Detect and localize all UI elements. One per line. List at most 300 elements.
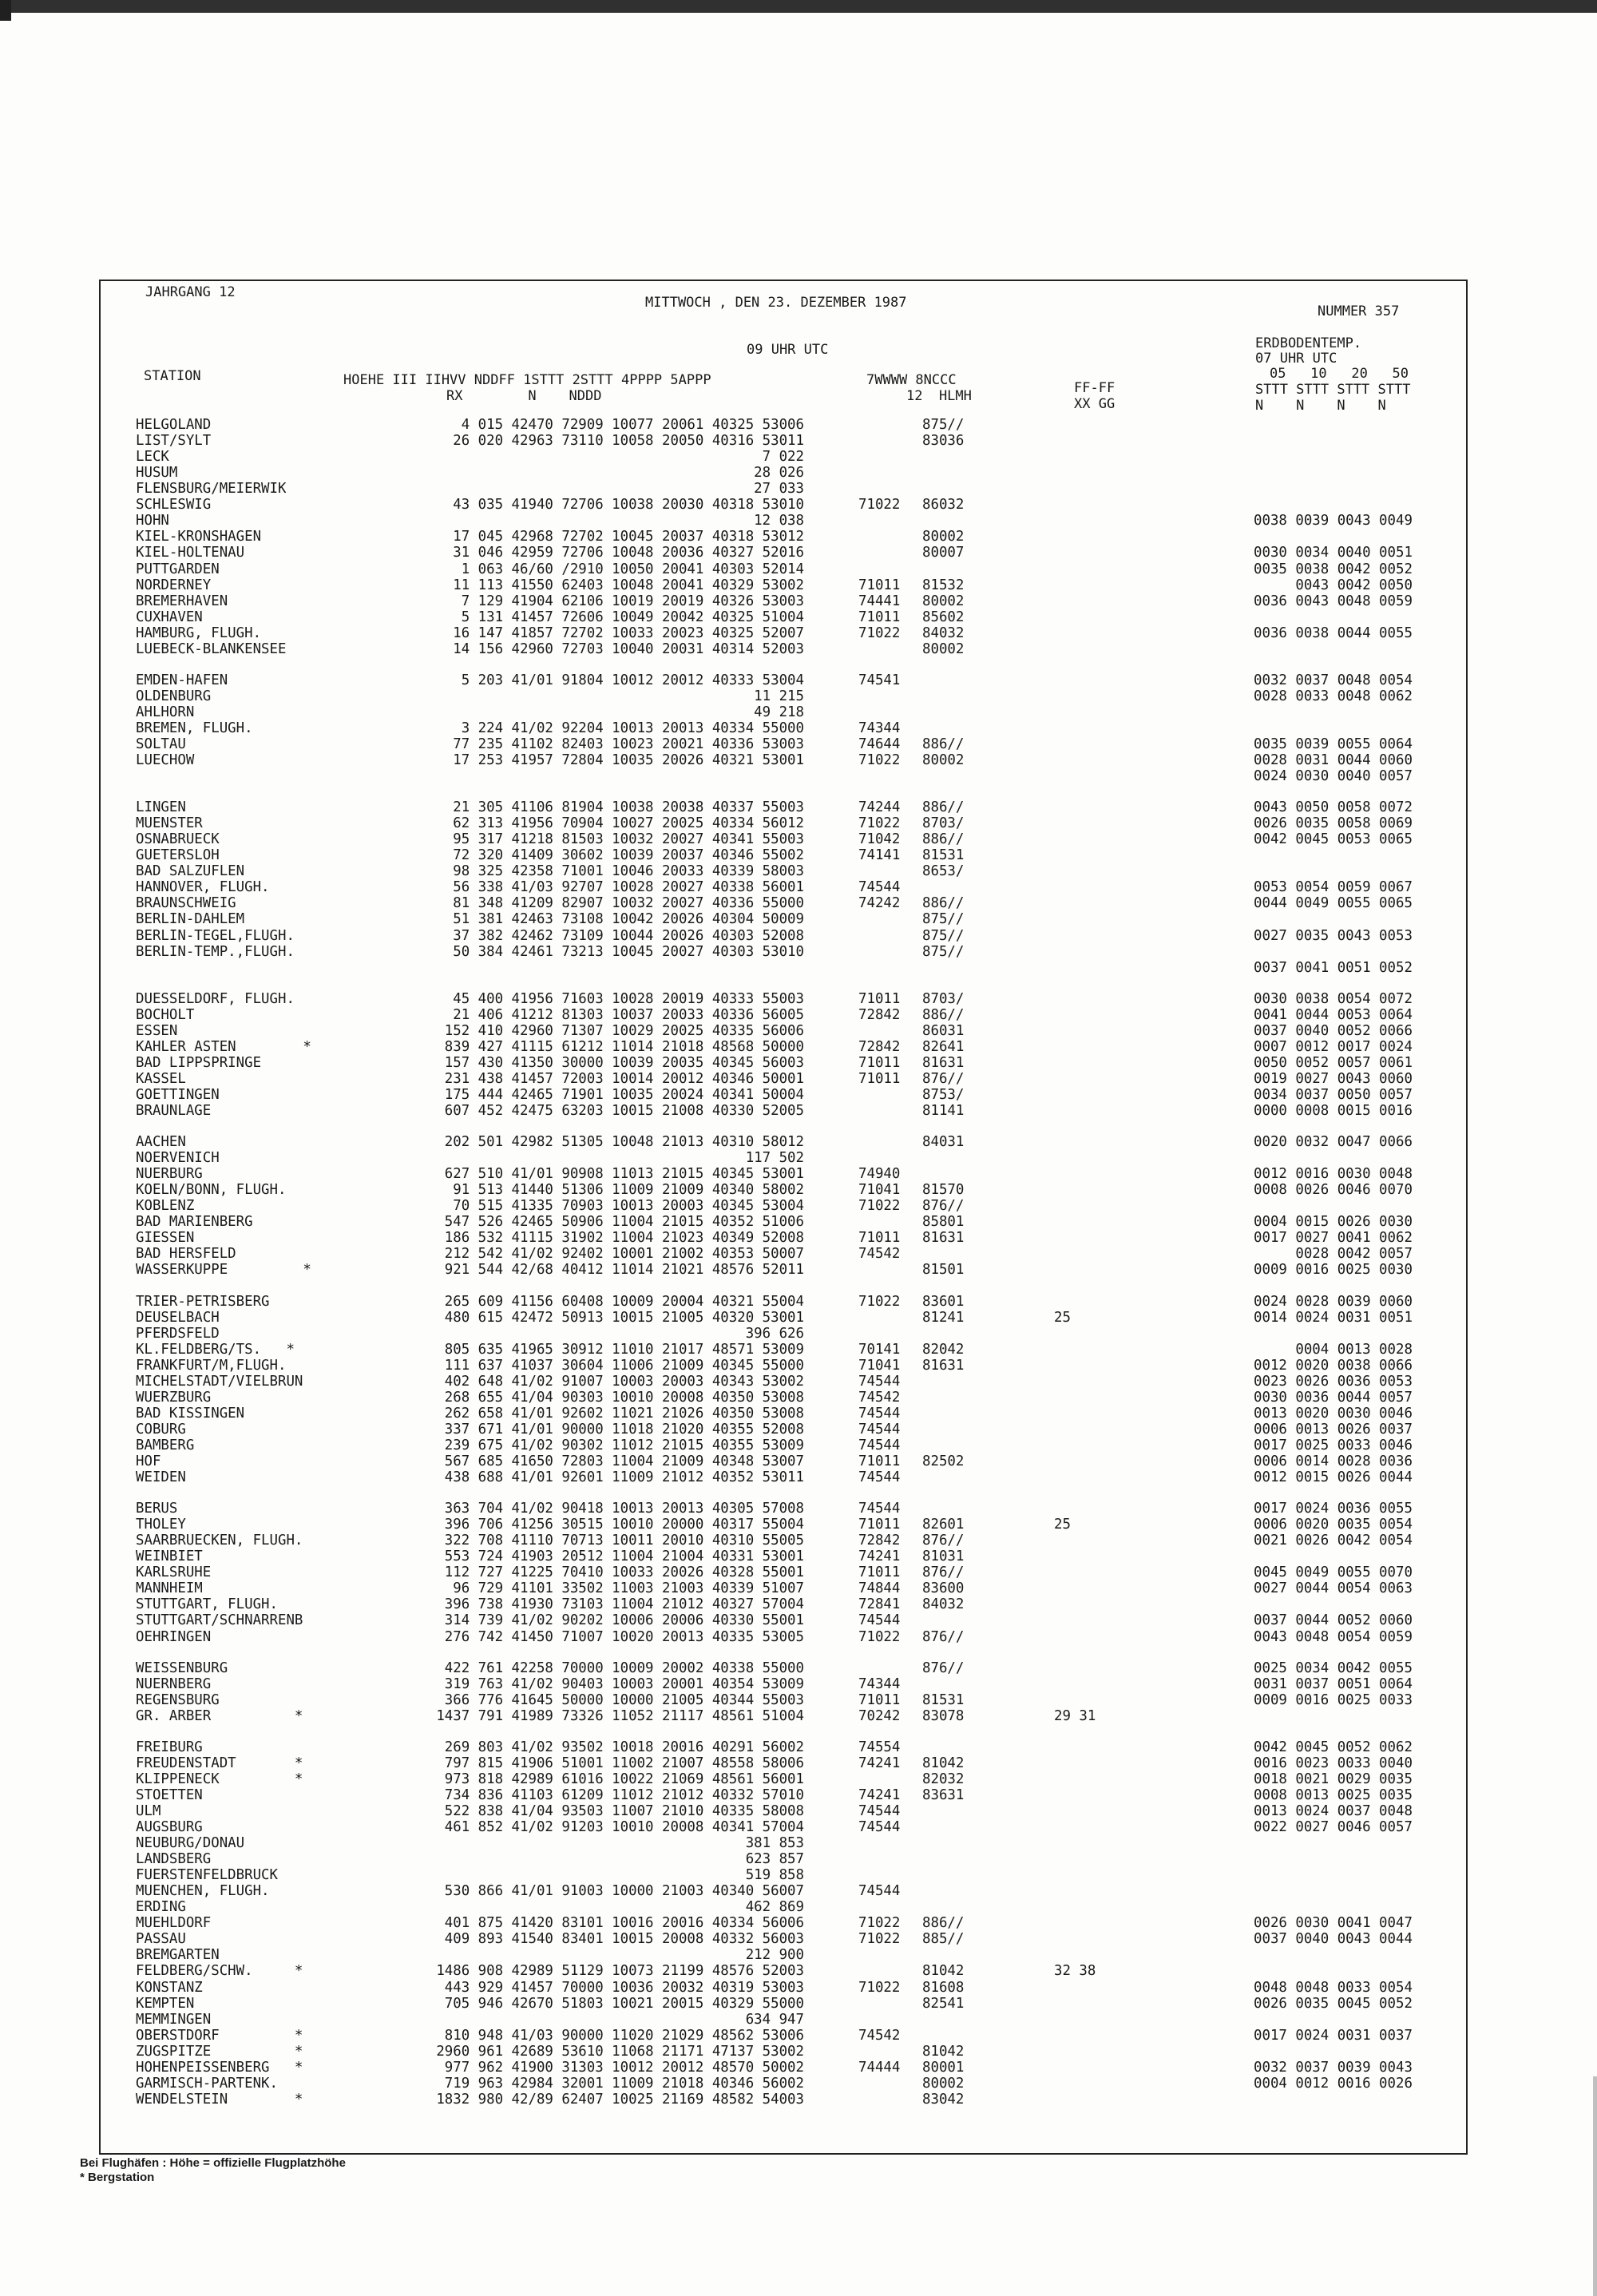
volume-label: JAHRGANG 12 — [145, 284, 236, 300]
weather-group: 71022 — [858, 1931, 901, 1948]
station-values: 396 706 41256 30515 10010 20000 40317 55004 — [444, 1517, 804, 1533]
station-name: MANNHEIM — [136, 1580, 203, 1597]
station-values: 96 729 41101 33502 11003 21003 40339 51007 — [453, 1580, 804, 1597]
soil-temperatures: 0025 0034 0042 0055 — [1254, 1660, 1413, 1676]
weather-group: 74541 — [858, 672, 901, 688]
weather-group: 72842 — [858, 1038, 901, 1055]
station-name: SCHLESWIG — [136, 497, 212, 514]
cloud-group: 81531 — [922, 847, 965, 864]
col-main-subheader: RX N NDDD — [446, 388, 602, 404]
weather-group: 71022 — [858, 1628, 901, 1645]
cloud-group: 886// — [922, 895, 965, 912]
station-values: 1486 908 42989 51129 10073 21199 48576 52003 — [436, 1963, 804, 1980]
station-values: 268 655 41/04 90303 10010 20008 40350 53008 — [444, 1389, 804, 1406]
cloud-group: 81608 — [922, 1979, 965, 1996]
soil-temperatures: 0043 0050 0058 0072 — [1254, 799, 1413, 816]
soil-temperatures: 0045 0049 0055 0070 — [1254, 1564, 1413, 1581]
station-name: GARMISCH-PARTENK. — [136, 2075, 278, 2092]
station-values: 17 253 41957 72804 10035 20026 40321 53001 — [453, 752, 804, 768]
station-values: 1 063 46/60 /2910 10050 20041 40303 52014 — [461, 561, 804, 577]
station-name: KONSTANZ — [136, 1979, 203, 1996]
station-values: 607 452 42475 63203 10015 21008 40330 52005 — [444, 1103, 804, 1119]
soil-temperatures: 0008 0013 0025 0035 — [1254, 1786, 1413, 1803]
station-name: BREMERHAVEN — [136, 593, 228, 609]
soil-temperatures: 0026 0035 0058 0069 — [1254, 815, 1413, 832]
cloud-group: 81531 — [922, 1691, 965, 1708]
station-values: 7 129 41904 62106 10019 20019 40326 53003 — [461, 593, 804, 609]
station-name: FUERSTENFELDBRUCK — [136, 1867, 278, 1884]
station-name: LIST/SYLT — [136, 433, 212, 450]
station-values: 212 542 41/02 92402 10001 21002 40353 50007 — [444, 1246, 804, 1263]
soil-temperatures: 0006 0020 0035 0054 — [1254, 1517, 1413, 1533]
soil-temperatures: 0037 0044 0052 0060 — [1254, 1612, 1413, 1629]
col-station: STATION — [144, 368, 201, 384]
weather-group: 71011 — [858, 1230, 901, 1247]
station-values: 547 526 42465 50906 11004 21015 40352 51006 — [444, 1214, 804, 1231]
soil-temperatures: 0007 0012 0017 0024 — [1254, 1038, 1413, 1055]
weather-group: 74544 — [858, 1405, 901, 1422]
soil-temperatures: 0036 0043 0048 0059 — [1254, 593, 1413, 609]
soil-temperatures: 0023 0026 0036 0053 — [1254, 1373, 1413, 1390]
cloud-group: 83631 — [922, 1786, 965, 1803]
station-name: WUERZBURG — [136, 1389, 212, 1406]
weather-group: 74444 — [858, 2059, 901, 2076]
soil-temperatures: 0021 0026 0042 0054 — [1254, 1533, 1413, 1549]
col-main-header: HOEHE III IIHVV NDDFF 1STTT 2STTT 4PPPP 5APPP — [343, 372, 711, 388]
cloud-group: 82042 — [922, 1341, 965, 1358]
weather-group: 71011 — [858, 1564, 901, 1581]
weather-group: 74544 — [858, 1883, 901, 1900]
col-weather: 7WWWW 8NCCC — [866, 372, 957, 388]
soil-temperatures: 0043 0042 0050 — [1254, 577, 1413, 593]
wind-gust: 25 — [1054, 1309, 1071, 1326]
station-values: 157 430 41350 30000 10039 20035 40345 56003 — [444, 1054, 804, 1071]
weather-group: 72841 — [858, 1596, 901, 1613]
station-values: 810 948 41/03 90000 11020 21029 48562 53006 — [444, 2027, 804, 2044]
station-values: 705 946 42670 51803 10021 20015 40329 55000 — [444, 1995, 804, 2012]
station-name: KIEL-HOLTENAU — [136, 545, 245, 561]
weather-group: 74344 — [858, 720, 901, 736]
station-values: 265 609 41156 60408 10009 20004 40321 55004 — [444, 1293, 804, 1310]
cloud-group: 886// — [922, 831, 965, 848]
col-ff: FF-FF — [1074, 380, 1116, 396]
soil-temp-title: ERDBODENTEMP. — [1255, 335, 1362, 351]
weather-group: 74542 — [858, 2027, 901, 2044]
station-name: EMDEN-HAFEN — [136, 672, 228, 688]
cloud-group: 81031 — [922, 1549, 965, 1565]
station-values: 366 776 41645 50000 10000 21005 40344 55003 — [444, 1691, 804, 1708]
station-name: GUETERSLOH — [136, 847, 220, 864]
station-name: GR. ARBER * — [136, 1707, 303, 1724]
weather-group: 71022 — [858, 1915, 901, 1932]
col-soil-depths: 05 10 20 50 — [1270, 366, 1409, 382]
station-values: 56 338 41/03 92707 10028 20027 40338 56001 — [453, 879, 804, 896]
cloud-group: 80007 — [922, 545, 965, 561]
station-name: FREIBURG — [136, 1739, 203, 1755]
cloud-group: 84031 — [922, 1134, 965, 1150]
station-values: 363 704 41/02 90418 10013 20013 40305 57008 — [444, 1501, 804, 1517]
station-name: BERUS — [136, 1501, 178, 1517]
station-values: 50 384 42461 73213 10045 20027 40303 53010 — [453, 943, 804, 960]
col-soil-stt: STTT STTT STTT STTT — [1255, 382, 1411, 398]
station-values: 202 501 42982 51305 10048 21013 40310 58012 — [444, 1134, 804, 1150]
soil-temperatures: 0006 0013 0026 0037 — [1254, 1421, 1413, 1437]
weather-group: 71011 — [858, 1054, 901, 1071]
cloud-group: 81141 — [922, 1103, 965, 1119]
station-name: LUEBECK-BLANKENSEE — [136, 640, 287, 657]
station-values: 530 866 41/01 91003 10000 21003 40340 56007 — [444, 1883, 804, 1900]
station-name: DEUSELBACH — [136, 1309, 220, 1326]
station-values: 314 739 41/02 90202 10006 20006 40330 55001 — [444, 1612, 804, 1629]
station-values: 522 838 41/04 93503 11007 21010 40335 58008 — [444, 1802, 804, 1819]
weather-group: 74554 — [858, 1739, 901, 1755]
soil-temperatures: 0024 0028 0039 0060 — [1254, 1293, 1413, 1310]
cloud-group: 875// — [922, 417, 965, 433]
wind-gust: 29 31 — [1054, 1707, 1096, 1724]
station-values: 21 305 41106 81904 10038 20038 40337 55003 — [453, 799, 804, 816]
station-name: MUEHLDORF — [136, 1915, 212, 1932]
station-values: 111 637 41037 30604 11006 21009 40345 55000 — [444, 1357, 804, 1374]
station-values: 72 320 41409 30602 10039 20037 40346 55002 — [453, 847, 804, 864]
weather-group: 74241 — [858, 1786, 901, 1803]
station-name: BAD SALZUFLEN — [136, 863, 245, 880]
station-name: OSNABRUECK — [136, 831, 220, 848]
soil-temperatures: 0042 0045 0053 0065 — [1254, 831, 1413, 848]
station-values: 627 510 41/01 90908 11013 21015 40345 53001 — [444, 1166, 804, 1183]
station-values: 70 515 41335 70903 10013 20003 40345 53004 — [453, 1198, 804, 1215]
station-name: ERDING — [136, 1899, 186, 1916]
soil-temperatures: 0000 0008 0015 0016 — [1254, 1103, 1413, 1119]
station-values: 734 836 41103 61209 11012 21012 40332 57010 — [444, 1786, 804, 1803]
observation-time: 09 UHR UTC — [747, 342, 829, 358]
cloud-group: 886// — [922, 799, 965, 816]
cloud-group: 82641 — [922, 1038, 965, 1055]
station-name: PFERDSFELD — [136, 1325, 220, 1342]
soil-temperatures: 0006 0014 0028 0036 — [1254, 1453, 1413, 1469]
station-values: 269 803 41/02 93502 10018 20016 40291 56002 — [444, 1739, 804, 1755]
station-name: PASSAU — [136, 1931, 186, 1948]
cloud-group: 876// — [922, 1660, 965, 1676]
soil-temperatures: 0020 0032 0047 0066 — [1254, 1134, 1413, 1150]
cloud-group: 876// — [922, 1198, 965, 1215]
station-name: KOBLENZ — [136, 1198, 195, 1215]
soil-temperatures: 0012 0020 0038 0066 — [1254, 1357, 1413, 1374]
station-values: 462 869 — [745, 1899, 804, 1916]
cloud-group: 80002 — [922, 2075, 965, 2092]
station-values: 839 427 41115 61212 11014 21018 48568 50000 — [444, 1038, 804, 1055]
station-values: 519 858 — [745, 1867, 804, 1884]
station-values: 553 724 41903 20512 11004 21004 40331 53001 — [444, 1549, 804, 1565]
station-values: 11 113 41550 62403 10048 20041 40329 53002 — [453, 577, 804, 593]
station-name: HOHN — [136, 513, 169, 529]
cloud-group: 84032 — [922, 1596, 965, 1613]
station-values: 443 929 41457 70000 10036 20032 40319 53003 — [444, 1979, 804, 1996]
soil-temperatures: 0004 0012 0016 0026 — [1254, 2075, 1413, 2092]
soil-temperatures: 0026 0035 0045 0052 — [1254, 1995, 1413, 2012]
station-name: AUGSBURG — [136, 1819, 203, 1835]
station-values: 2960 961 42689 53610 11068 21171 47137 53002 — [436, 2043, 804, 2060]
station-name: GOETTINGEN — [136, 1086, 220, 1103]
weather-group: 71022 — [858, 752, 901, 768]
station-values: 977 962 41900 31303 10012 20012 48570 50002 — [444, 2059, 804, 2076]
station-name: MUENCHEN, FLUGH. — [136, 1883, 270, 1900]
weather-group: 71011 — [858, 1691, 901, 1708]
weather-group: 74544 — [858, 1802, 901, 1819]
station-name: REGENSBURG — [136, 1691, 220, 1708]
station-values: 623 857 — [745, 1851, 804, 1868]
soil-temperatures: 0004 0015 0026 0030 — [1254, 1214, 1413, 1231]
cloud-group: 80002 — [922, 593, 965, 609]
station-name: STOETTEN — [136, 1786, 203, 1803]
station-name: BAD KISSINGEN — [136, 1405, 245, 1422]
station-name: BREMEN, FLUGH. — [136, 720, 253, 736]
weather-group: 71041 — [858, 1182, 901, 1199]
station-name: BERLIN-TEMP.,FLUGH. — [136, 943, 295, 960]
weather-group: 71042 — [858, 831, 901, 848]
station-values: 28 026 — [754, 465, 804, 482]
cloud-group: 80002 — [922, 752, 965, 768]
cloud-group: 81241 — [922, 1309, 965, 1326]
col-soil-n: N N N N — [1255, 398, 1386, 414]
soil-temperatures: 0037 0040 0043 0044 — [1254, 1931, 1413, 1948]
weather-group: 70141 — [858, 1341, 901, 1358]
station-name: KAHLER ASTEN * — [136, 1038, 311, 1055]
station-name: BAD HERSFELD — [136, 1246, 236, 1263]
station-name: MICHELSTADT/VIELBRUN — [136, 1373, 303, 1390]
station-values: 14 156 42960 72703 10040 20031 40314 52003 — [453, 640, 804, 657]
station-values: 5 203 41/01 91804 10012 20012 40333 53004 — [461, 672, 804, 688]
station-values: 51 381 42463 73108 10042 20026 40304 50009 — [453, 911, 804, 928]
station-name: BOCHOLT — [136, 1006, 195, 1023]
soil-temperatures: 0050 0052 0057 0061 — [1254, 1054, 1413, 1071]
station-name: STUTTGART/SCHNARRENB — [136, 1612, 303, 1629]
station-values: 21 406 41212 81303 10037 20033 40336 56005 — [453, 1006, 804, 1023]
station-values: 49 218 — [754, 704, 804, 720]
cloud-group: 83042 — [922, 2091, 965, 2108]
weather-group: 71011 — [858, 609, 901, 625]
station-name: STUTTGART, FLUGH. — [136, 1596, 278, 1613]
station-name: BAD MARIENBERG — [136, 1214, 253, 1231]
station-name: WEISSENBURG — [136, 1660, 228, 1676]
soil-temperatures: 0041 0044 0053 0064 — [1254, 1006, 1413, 1023]
station-name: GIESSEN — [136, 1230, 195, 1247]
soil-temperatures: 0008 0026 0046 0070 — [1254, 1182, 1413, 1199]
soil-temp-time: 07 UHR UTC — [1255, 351, 1337, 367]
station-name: NOERVENICH — [136, 1150, 220, 1167]
cloud-group: 81570 — [922, 1182, 965, 1199]
station-name: HAMBURG, FLUGH. — [136, 625, 262, 641]
station-name: BRAUNSCHWEIG — [136, 895, 236, 912]
station-name: FELDBERG/SCHW. * — [136, 1963, 303, 1980]
soil-temperatures: 0012 0015 0026 0044 — [1254, 1469, 1413, 1485]
station-values: 567 685 41650 72803 11004 21009 40348 53007 — [444, 1453, 804, 1469]
weather-group: 71011 — [858, 1453, 901, 1469]
station-values: 16 147 41857 72702 10033 20023 40325 52007 — [453, 625, 804, 641]
soil-temperatures: 0014 0024 0031 0051 — [1254, 1309, 1413, 1326]
station-name: AACHEN — [136, 1134, 186, 1150]
station-values: 37 382 42462 73109 10044 20026 40303 52008 — [453, 927, 804, 944]
weather-group: 71011 — [858, 577, 901, 593]
cloud-group: 876// — [922, 1564, 965, 1581]
station-name: BAD LIPPSPRINGE — [136, 1054, 262, 1071]
weather-group: 74542 — [858, 1389, 901, 1406]
station-values: 12 038 — [754, 513, 804, 529]
soil-temperatures: 0017 0025 0033 0046 — [1254, 1437, 1413, 1453]
soil-temperatures: 0027 0035 0043 0053 — [1254, 927, 1413, 944]
cloud-group: 8753/ — [922, 1086, 965, 1103]
weather-group: 74241 — [858, 1755, 901, 1771]
soil-temperatures: 0043 0048 0054 0059 — [1254, 1628, 1413, 1645]
soil-temperatures: 0053 0054 0059 0067 — [1254, 879, 1413, 896]
station-name: KIEL-KRONSHAGEN — [136, 529, 262, 545]
cloud-group: 875// — [922, 927, 965, 944]
cloud-group: 86032 — [922, 497, 965, 514]
weather-group: 71022 — [858, 1293, 901, 1310]
cloud-group: 81532 — [922, 577, 965, 593]
cloud-group: 8653/ — [922, 863, 965, 880]
cloud-group: 875// — [922, 943, 965, 960]
station-name: BREMGARTEN — [136, 1947, 220, 1964]
cloud-group: 83036 — [922, 433, 965, 450]
station-values: 117 502 — [745, 1150, 804, 1167]
cloud-group: 86031 — [922, 1022, 965, 1039]
station-values: 91 513 41440 51306 11009 21009 40340 58002 — [453, 1182, 804, 1199]
cloud-group: 83078 — [922, 1707, 965, 1724]
soil-temperatures: 0018 0021 0029 0035 — [1254, 1771, 1413, 1787]
wind-gust: 25 — [1054, 1517, 1071, 1533]
station-values: 973 818 42989 61016 10022 21069 48561 56001 — [444, 1771, 804, 1787]
station-values: 5 131 41457 72606 10049 20042 40325 51004 — [461, 609, 804, 625]
station-name: OLDENBURG — [136, 688, 212, 704]
station-name: ZUGSPITZE * — [136, 2043, 303, 2060]
wind-gust: 32 38 — [1054, 1963, 1096, 1980]
station-values: 95 317 41218 81503 10032 20027 40341 55003 — [453, 831, 804, 848]
soil-temperatures: 0004 0013 0028 — [1254, 1341, 1413, 1358]
station-values: 1437 791 41989 73326 11052 21117 48561 51004 — [436, 1707, 804, 1724]
station-name: BERLIN-DAHLEM — [136, 911, 245, 928]
station-name: FREUDENSTADT * — [136, 1755, 303, 1771]
cloud-group: 876// — [922, 1628, 965, 1645]
cloud-group: 81631 — [922, 1054, 965, 1071]
weather-group: 72842 — [858, 1006, 901, 1023]
soil-temperatures: 0030 0038 0054 0072 — [1254, 990, 1413, 1007]
station-values: 461 852 41/02 91203 10010 20008 40341 57004 — [444, 1819, 804, 1835]
station-name: BERLIN-TEGEL,FLUGH. — [136, 927, 295, 944]
station-name: WEINBIET — [136, 1549, 203, 1565]
station-name: NUERBURG — [136, 1166, 203, 1183]
cloud-group: 8703/ — [922, 815, 965, 832]
weather-group: 74344 — [858, 1675, 901, 1692]
station-name: SOLTAU — [136, 736, 186, 752]
soil-temperatures: 0012 0016 0030 0048 — [1254, 1166, 1413, 1183]
soil-temperatures: 0044 0049 0055 0065 — [1254, 895, 1413, 912]
soil-temperatures: 0030 0036 0044 0057 — [1254, 1389, 1413, 1406]
cloud-group: 85602 — [922, 609, 965, 625]
station-name: NORDERNEY — [136, 577, 212, 593]
station-values: 396 738 41930 73103 11004 21012 40327 57004 — [444, 1596, 804, 1613]
cloud-group: 886// — [922, 736, 965, 752]
station-name: KARLSRUHE — [136, 1564, 212, 1581]
col-ff-sub: XX GG — [1074, 396, 1116, 412]
soil-temperatures: 0028 0042 0057 — [1254, 1246, 1413, 1263]
soil-temperatures: 0009 0016 0025 0033 — [1254, 1691, 1413, 1708]
station-name: LECK — [136, 449, 169, 466]
station-name: COBURG — [136, 1421, 186, 1437]
weather-group: 74544 — [858, 1819, 901, 1835]
station-name: HOHENPEISSENBERG * — [136, 2059, 303, 2076]
station-values: 7 022 — [762, 449, 804, 466]
weather-group: 71022 — [858, 1979, 901, 1996]
cloud-group: 83601 — [922, 1293, 965, 1310]
station-name: WASSERKUPPE * — [136, 1262, 311, 1279]
station-values: 319 763 41/02 90403 10003 20001 40354 53009 — [444, 1675, 804, 1692]
soil-temperatures: 0017 0024 0036 0055 — [1254, 1501, 1413, 1517]
scan-right-edge — [1593, 2076, 1597, 2296]
station-name: KEMPTEN — [136, 1995, 195, 2012]
soil-temperatures: 0036 0038 0044 0055 — [1254, 625, 1413, 641]
station-values: 152 410 42960 71307 10029 20025 40335 56006 — [444, 1022, 804, 1039]
station-values: 797 815 41906 51001 11002 21007 48558 58006 — [444, 1755, 804, 1771]
cloud-group: 81042 — [922, 2043, 965, 2060]
cloud-group: 875// — [922, 911, 965, 928]
station-values: 438 688 41/01 92601 11009 21012 40352 53011 — [444, 1469, 804, 1485]
station-name: WEIDEN — [136, 1469, 186, 1485]
station-name: KLIPPENECK * — [136, 1771, 303, 1787]
station-values: 921 544 42/68 40412 11014 21021 48576 52011 — [444, 1262, 804, 1279]
station-values: 401 875 41420 83101 10016 20016 40334 56006 — [444, 1915, 804, 1932]
cloud-group: 885// — [922, 1931, 965, 1948]
station-name: FRANKFURT/M,FLUGH. — [136, 1357, 287, 1374]
weather-group: 70242 — [858, 1707, 901, 1724]
station-values: 322 708 41110 70713 10011 20010 40310 55005 — [444, 1533, 804, 1549]
weather-group: 71041 — [858, 1357, 901, 1374]
cloud-group: 80001 — [922, 2059, 965, 2076]
station-values: 262 658 41/01 92602 11021 21026 40350 53008 — [444, 1405, 804, 1422]
soil-temperatures: 0016 0023 0033 0040 — [1254, 1755, 1413, 1771]
station-name: OBERSTDORF * — [136, 2027, 303, 2044]
station-values: 81 348 41209 82907 10032 20027 40336 55000 — [453, 895, 804, 912]
soil-temperatures: 0034 0037 0050 0057 — [1254, 1086, 1413, 1103]
station-name: LUECHOW — [136, 752, 195, 768]
cloud-group: 81631 — [922, 1357, 965, 1374]
footnote-airports: Bei Flughäfen : Höhe = offizielle Flugplatzhöhe — [80, 2156, 346, 2170]
station-name: PUTTGARDEN — [136, 561, 220, 577]
weather-group: 74542 — [858, 1246, 901, 1263]
weather-group: 74544 — [858, 1469, 901, 1485]
col-weather-sub: 12 HLMH — [906, 388, 972, 404]
station-values: 3 224 41/02 92204 10013 20013 40334 55000 — [461, 720, 804, 736]
station-name: MEMMINGEN — [136, 2011, 212, 2028]
cloud-group: 80002 — [922, 640, 965, 657]
station-name: LINGEN — [136, 799, 186, 816]
station-name: LANDSBERG — [136, 1851, 212, 1868]
station-name: DUESSELDORF, FLUGH. — [136, 990, 295, 1007]
soil-temperatures: 0027 0044 0054 0063 — [1254, 1580, 1413, 1597]
station-name: SAARBRUECKEN, FLUGH. — [136, 1533, 303, 1549]
station-name: NUERNBERG — [136, 1675, 212, 1692]
footnote-mountain-station: * Bergstation — [80, 2171, 155, 2184]
cloud-group: 80002 — [922, 529, 965, 545]
cloud-group: 876// — [922, 1533, 965, 1549]
station-values: 98 325 42358 71001 10046 20033 40339 58003 — [453, 863, 804, 880]
station-values: 77 235 41102 82403 10023 20021 40336 53003 — [453, 736, 804, 752]
weather-group: 74242 — [858, 895, 901, 912]
station-values: 480 615 42472 50913 10015 21005 40320 53001 — [444, 1309, 804, 1326]
station-values: 112 727 41225 70410 10033 20026 40328 55001 — [444, 1564, 804, 1581]
weather-group: 71011 — [858, 1517, 901, 1533]
scan-corner-mark — [0, 0, 11, 21]
cloud-group: 81501 — [922, 1262, 965, 1279]
